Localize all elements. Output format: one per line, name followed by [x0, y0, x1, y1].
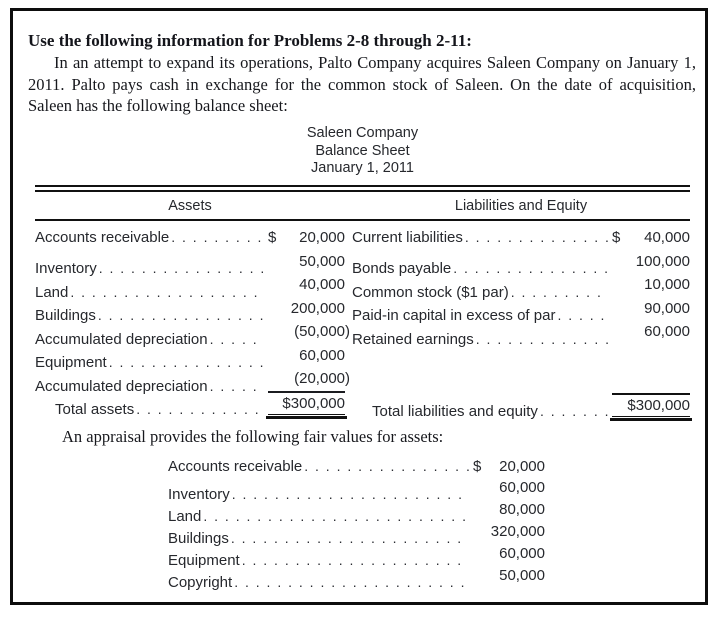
amount-value: $300,000 [282, 394, 345, 412]
fair-values-table [168, 455, 545, 591]
dot-leader [70, 281, 264, 305]
appraisal-note: An appraisal provides the following fair values for assets: [62, 427, 444, 446]
currency-symbol: $ [473, 458, 482, 475]
table-row [35, 250, 345, 277]
row-amount [612, 297, 690, 321]
liabilities-equity-header: Liabilities and Equity [454, 198, 588, 214]
amount-value: (20,000) [294, 370, 350, 387]
dot-leader [136, 399, 264, 420]
statement-date: January 1, 2011 [311, 160, 414, 176]
assets-column [35, 226, 350, 418]
table-row [168, 477, 545, 503]
dot-leader [171, 226, 264, 250]
row-label: Common stock ($1 par) [352, 283, 509, 301]
row-label: Paid-in capital in excess of par [352, 307, 556, 324]
amount-value: (50,000) [294, 323, 350, 340]
currency-symbol: $ [612, 229, 621, 246]
statement-name: Balance Sheet [315, 142, 410, 159]
amount-value: 200,000 [290, 299, 345, 317]
double-rule [35, 185, 690, 192]
row-label: Inventory [35, 260, 97, 277]
amount-value: 60,000 [499, 545, 545, 562]
row-amount [268, 393, 345, 415]
row-amount [268, 226, 345, 250]
row-label: Retained earnings [352, 330, 474, 348]
amount-value: 90,000 [644, 299, 690, 317]
dot-leader [232, 483, 469, 506]
row-amount [612, 393, 690, 417]
row-label: Bonds payable [352, 260, 452, 277]
row-amount [473, 543, 545, 565]
amount-value: 80,000 [499, 501, 545, 518]
row-amount [612, 250, 690, 274]
row-amount [268, 344, 345, 368]
dot-leader [109, 351, 264, 375]
row-label: Total liabilities and equity [372, 402, 538, 420]
amount-value: 60,000 [299, 346, 345, 364]
amount-value: 40,000 [299, 276, 345, 293]
row-label: Accumulated depreciation [35, 377, 208, 395]
row-amount [268, 297, 345, 321]
dot-leader [210, 328, 264, 352]
dot-leader [304, 455, 469, 478]
amount-value: 60,000 [499, 479, 545, 496]
row-amount [612, 320, 690, 344]
row-label: Copyright [168, 574, 233, 591]
row-amount [612, 273, 690, 297]
row-label: Current liabilities [352, 229, 463, 246]
row-amount [473, 565, 545, 587]
assets-header: Assets [168, 198, 212, 214]
balance-sheet-body [35, 226, 690, 420]
dot-leader [242, 549, 469, 572]
problem-heading: Use the following information for Problems 2-8 through 2-11: [28, 31, 472, 50]
dot-leader [540, 401, 608, 422]
column-headers [35, 195, 690, 221]
amount-value: 320,000 [490, 523, 545, 540]
row-amount [612, 226, 690, 250]
dot-leader [98, 304, 264, 328]
dot-leader [210, 375, 264, 399]
amount-value: 100,000 [635, 252, 690, 270]
row-label: Buildings [168, 530, 229, 547]
dot-leader [511, 281, 608, 305]
dot-leader [203, 505, 469, 528]
row-amount [268, 250, 345, 274]
amount-value: 40,000 [644, 229, 690, 246]
total-liabilities-equity-row [352, 393, 690, 420]
currency-symbol: $ [268, 229, 277, 246]
row-label: Accounts receivable [35, 229, 170, 246]
column-gap [345, 226, 352, 414]
table-row [168, 455, 545, 477]
amount-value: 20,000 [499, 458, 545, 475]
row-label: Equipment [168, 552, 240, 569]
dot-leader [99, 257, 264, 281]
dot-leader [476, 328, 608, 352]
row-label: Inventory [168, 486, 230, 503]
row-amount [473, 499, 545, 521]
dot-leader [465, 226, 608, 250]
document-frame [10, 8, 708, 605]
row-label: Equipment [35, 354, 107, 371]
amount-value: 20,000 [299, 229, 345, 246]
row-label: Accounts receivable [168, 458, 303, 475]
dot-leader [557, 304, 608, 328]
row-amount [473, 456, 545, 478]
row-label: Land [168, 508, 202, 525]
amount-value: $300,000 [627, 396, 690, 414]
intro-paragraph: In an attempt to expand its operations, Palto Company acquires Saleen Company on January 1, 2011. Palto pays cash in exchange for the common stock of Saleen. On the date of acquisition, Saleen has the following balance sheet: [28, 53, 696, 115]
company-name: Saleen Company [306, 125, 419, 141]
amount-value: 60,000 [644, 323, 690, 340]
row-label: Accumulated depreciation [35, 330, 208, 348]
dot-leader [453, 257, 608, 281]
dot-leader [231, 527, 469, 550]
row-label: Buildings [35, 307, 96, 324]
row-label: Total assets [55, 400, 135, 418]
table-row [352, 226, 690, 250]
table-row [352, 250, 690, 277]
row-label: Land [35, 283, 69, 301]
header-gap [345, 195, 352, 219]
dot-leader [234, 571, 469, 594]
liabilities-equity-column [352, 226, 690, 420]
amount-value: 10,000 [644, 276, 690, 293]
balance-sheet-title [35, 125, 690, 178]
row-amount [473, 521, 545, 543]
row-amount [473, 477, 545, 499]
row-amount [268, 320, 350, 344]
row-amount [268, 367, 350, 393]
table-row [35, 226, 345, 250]
row-amount [268, 273, 345, 297]
amount-value: 50,000 [299, 252, 345, 270]
amount-value: 50,000 [499, 567, 545, 584]
